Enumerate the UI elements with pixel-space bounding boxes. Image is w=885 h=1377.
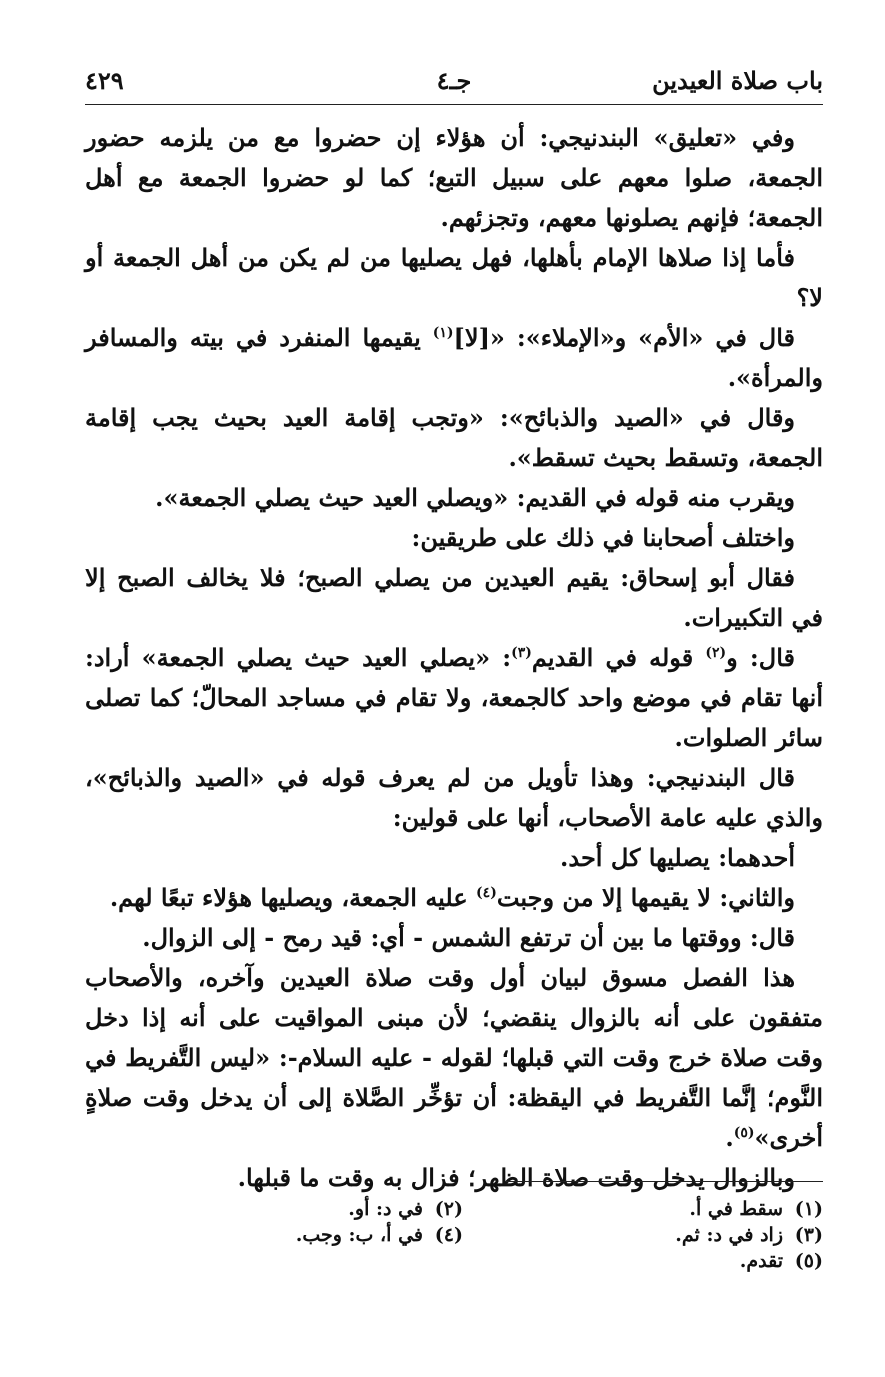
footnotes — [85, 1196, 823, 1274]
footnote-ref: (٥) — [733, 1125, 755, 1141]
paragraph: وبالزوال يدخل وقت صلاة الظهر؛ فزال به وقت ما قبلها. — [237, 1163, 795, 1192]
footnote: (٣)زاد في د: ثم. — [675, 1224, 823, 1246]
footnote-ref: (١) — [432, 325, 454, 341]
footnote-row — [85, 1248, 823, 1274]
footnote: (٢)في د: أو. — [348, 1198, 463, 1220]
body-text — [85, 118, 823, 1198]
footnote: (١)سقط في أ. — [689, 1198, 823, 1220]
footnote-divider — [505, 1181, 823, 1182]
paragraph: والثاني: لا يقيمها إلا من وجبت$^{(٤)}$ عليه الجمعة، ويصليها هؤلاء تبعًا لهم. — [109, 883, 795, 912]
footnote: (٤)في أ، ب: وجب. — [295, 1224, 463, 1246]
paragraph: قال البندنيجي: وهذا تأويل من لم يعرف قوله في «الصيد والذبائح»، والذي عليه عامة الأصحاب، أنها على قولين: — [85, 763, 823, 832]
paragraph: فقال أبو إسحاق: يقيم العيدين من يصلي الصبح؛ فلا يخالف الصبح إلا في التكبيرات. — [85, 563, 823, 632]
paragraph: هذا الفصل مسوق لبيان أول وقت صلاة العيدين وآخره، والأصحاب متفقون على أنه بالزوال ينقضي؛ لأن مبنى المواقيت على أنه إذا دخل وقت صلاة خرج وقت التي قبلها؛ لقوله - عليه السلام-: «ليس التَّفريط في النَّوم؛ إنَّما التَّفريط في اليقظة: أن تؤخِّر الصَّلاة إلى أن يدخل وقت صلاةٍ أخرى»$^{(٥)}$. — [85, 963, 823, 1152]
paragraph: وقال في «الصيد والذبائح»: «وتجب إقامة العيد بحيث يجب إقامة الجمعة، وتسقط بحيث تسقط». — [85, 403, 823, 472]
paragraph: قال: و$^{(٢)}$ قوله في القديم$^{(٣)}$: «يصلي العيد حيث يصلي الجمعة» أراد: أنها تقام في موضع واحد كالجمعة، ولا تقام في مساجد المحالّ؛ كما تصلى سائر الصلوات. — [85, 643, 823, 752]
paragraph: واختلف أصحابنا في ذلك على طريقين: — [411, 523, 795, 552]
paragraph: فأما إذا صلاها الإمام بأهلها، فهل يصليها من لم يكن من أهل الجمعة أو لا؟ — [85, 243, 823, 312]
footnote-row — [85, 1196, 823, 1222]
footnote-row — [85, 1222, 823, 1248]
header-divider — [85, 104, 823, 105]
paragraph: قال في «الأم» و«الإملاء»: «[لا]$^{(١)}$ يقيمها المنفرد في بيته والمسافر والمرأة». — [85, 323, 823, 392]
paragraph: قال: ووقتها ما بين أن ترتفع الشمس - أي: قيد رمح - إلى الزوال. — [142, 923, 795, 952]
page-number: ٤٢٩ — [85, 66, 124, 95]
footnote-ref: (٤) — [476, 885, 497, 901]
paragraph: وفي «تعليق» البندنيجي: أن هؤلاء إن حضروا مع من يلزمه حضور الجمعة، صلوا معهم على سبيل التبع؛ كما لو حضروا الجمعة مع أهل الجمعة؛ فإنهم يصلونها معهم، وتجزئهم. — [85, 123, 824, 232]
footnote-ref: (٢) — [705, 645, 727, 661]
paragraph: ويقرب منه قوله في القديم: «ويصلي العيد حيث يصلي الجمعة». — [155, 483, 795, 512]
paragraph: أحدهما: يصليها كل أحد. — [560, 843, 795, 872]
volume-number: جـ٤ — [436, 66, 472, 95]
running-header — [85, 62, 823, 104]
chapter-title: باب صلاة العيدين — [652, 66, 823, 95]
footnote-ref: (٣) — [511, 645, 532, 661]
footnote: (٥)تقدم. — [739, 1250, 823, 1272]
